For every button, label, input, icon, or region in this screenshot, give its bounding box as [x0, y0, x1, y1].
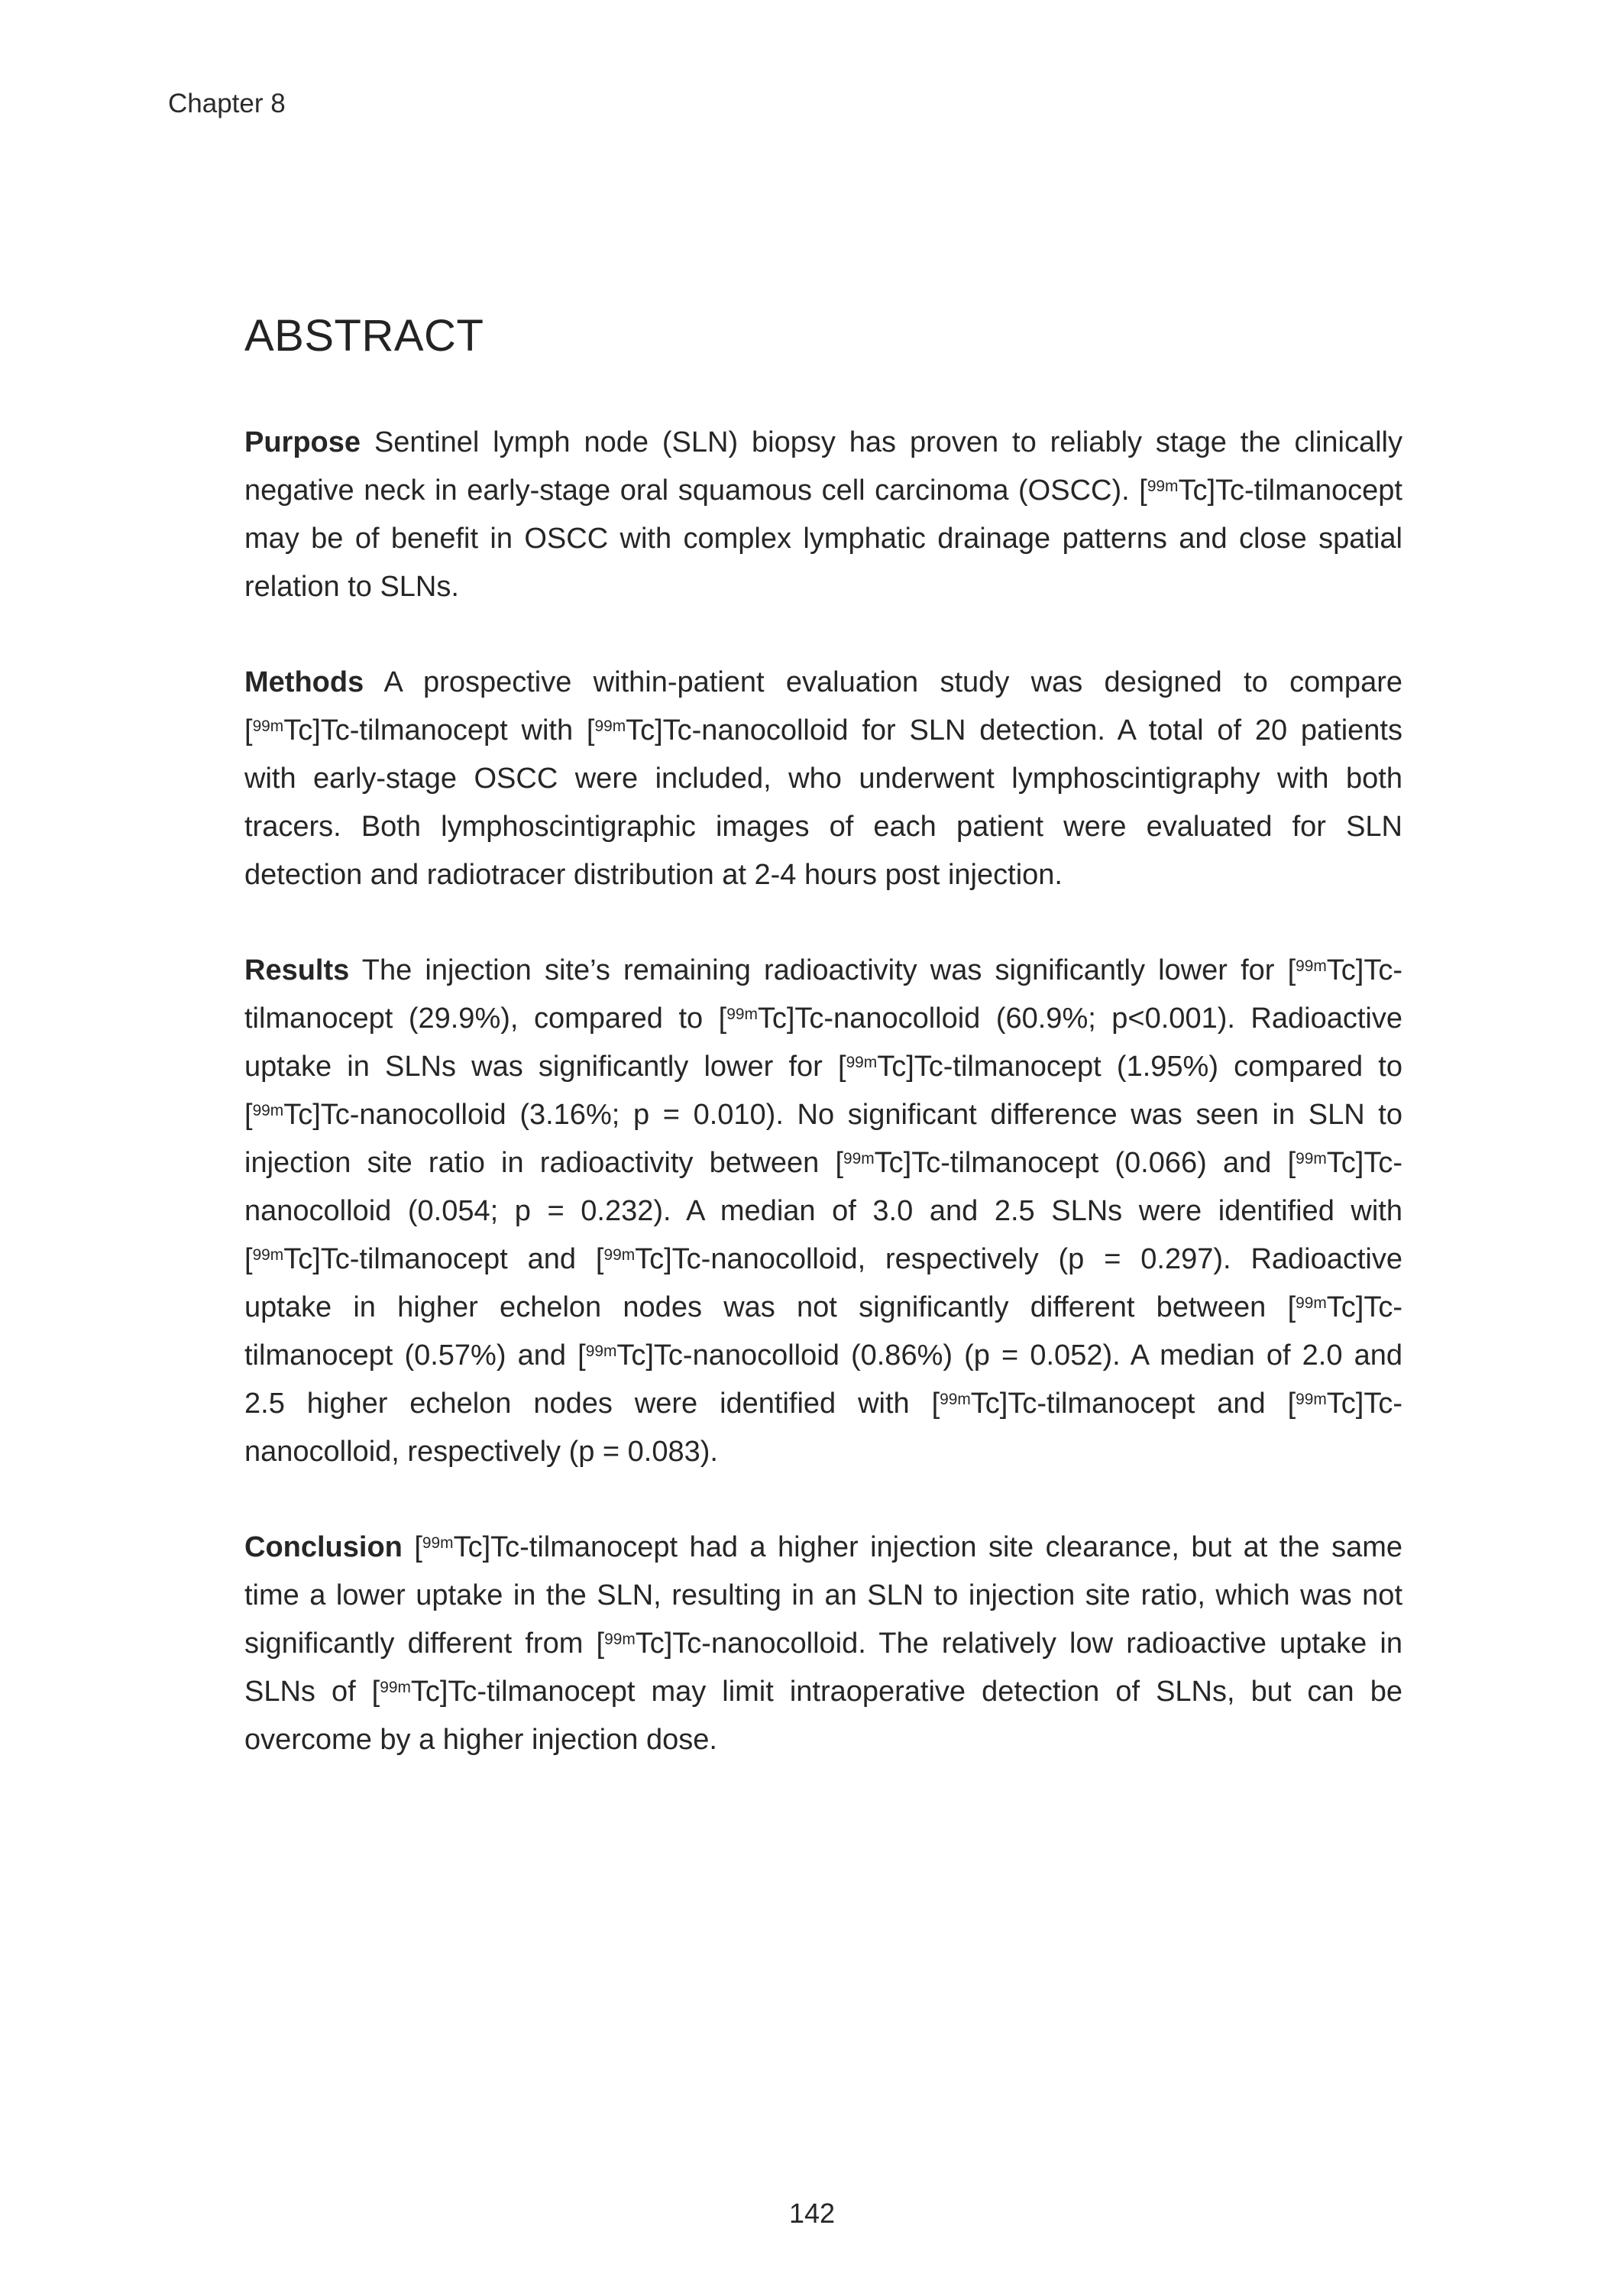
- isotope-superscript: 99m: [726, 1005, 758, 1023]
- isotope-superscript: 99m: [422, 1534, 454, 1552]
- text-segment: Tc]Tc-nanocolloid, respectively (p = 0.083).: [244, 1388, 1402, 1468]
- isotope-superscript: 99m: [843, 1149, 875, 1168]
- isotope-superscript: 99m: [604, 1630, 636, 1648]
- abstract-paragraph: [244, 419, 1402, 611]
- isotope-superscript: 99m: [252, 717, 284, 735]
- text-segment: Tc]Tc-tilmanocept (0.57%) and [: [244, 1291, 1402, 1372]
- isotope-superscript: 99m: [846, 1053, 878, 1071]
- text-segment: Tc]Tc-tilmanocept had a higher injection site clearance, but at the same time a lower uptake in the SLN, resulting in an SLN to injection site ratio, which was not significantly different from [: [244, 1531, 1403, 1660]
- text-segment: Tc]Tc-tilmanocept and [: [970, 1388, 1296, 1420]
- isotope-superscript: 99m: [603, 1245, 636, 1264]
- isotope-superscript: 99m: [1296, 1149, 1327, 1168]
- isotope-superscript: 99m: [252, 1101, 284, 1119]
- text-segment: Tc]Tc-tilmanocept and [: [283, 1243, 604, 1275]
- text-segment: Sentinel lymph node (SLN) biopsy has proven to reliably stage the clinically negative neck in early-stage oral squamous cell carcinoma (OSCC). [: [244, 426, 1402, 507]
- abstract-paragraphs: [244, 419, 1402, 1812]
- page-title: ABSTRACT: [244, 311, 484, 361]
- text-segment: Tc]Tc-nanocolloid. The relatively low radioactive uptake in SLNs of [: [244, 1627, 1402, 1708]
- abstract-paragraph: [244, 1524, 1402, 1764]
- abstract-paragraph: [244, 947, 1402, 1476]
- text-segment: Tc]Tc-tilmanocept (1.95%) compared to [: [244, 1051, 1403, 1131]
- isotope-superscript: 99m: [1296, 1390, 1327, 1408]
- isotope-superscript: 99m: [940, 1390, 971, 1408]
- isotope-superscript: 99m: [1147, 477, 1179, 495]
- text-segment: [: [402, 1531, 422, 1563]
- isotope-superscript: 99m: [585, 1342, 617, 1360]
- page-number: 142: [788, 2197, 836, 2229]
- text-segment: Tc]Tc-tilmanocept may limit intraoperative detection of SLNs, but can be overcome by a higher injection dose.: [244, 1676, 1402, 1756]
- section-label: Methods: [244, 666, 364, 698]
- section-label: Conclusion: [244, 1531, 403, 1563]
- text-segment: Tc]Tc-tilmanocept (0.066) and [: [874, 1147, 1296, 1179]
- text-segment: Tc]Tc-tilmanocept (29.9%), compared to [: [244, 954, 1402, 1035]
- chapter-header: Chapter 8: [168, 89, 286, 118]
- isotope-superscript: 99m: [252, 1245, 284, 1264]
- text-segment: Tc]Tc-tilmanocept with [: [283, 714, 595, 747]
- section-label: Purpose: [244, 426, 361, 458]
- text-segment: Tc]Tc-nanocolloid (3.16%; p = 0.010). No significant difference was seen in SLN to injection site ratio in radioactivity between [: [244, 1099, 1402, 1179]
- isotope-superscript: 99m: [594, 717, 626, 735]
- abstract-paragraph: [244, 659, 1402, 899]
- text-segment: Tc]Tc-nanocolloid, respectively (p = 0.297). Radioactive uptake in higher echelon nodes was not significantly different between [: [244, 1243, 1403, 1323]
- isotope-superscript: 99m: [1296, 1294, 1327, 1312]
- text-segment: The injection site’s remaining radioactivity was significantly lower for [: [349, 954, 1296, 986]
- section-label: Results: [244, 954, 350, 986]
- isotope-superscript: 99m: [1296, 957, 1327, 975]
- text-segment: Tc]Tc-nanocolloid for SLN detection. A total of 20 patients with early-stage OSCC were included, who underwent lymphoscintigraphy with both tracers. Both lymphoscintigraphic images of each patient were evaluated for SLN detection and radiotracer distribution at 2-4 hours post injection.: [244, 714, 1402, 891]
- text-segment: Tc]Tc-nanocolloid (0.86%) (p = 0.052). A median of 2.0 and 2.5 higher echelon nodes were identified with [: [244, 1339, 1402, 1420]
- text-segment: Tc]Tc-tilmanocept may be of benefit in OSCC with complex lymphatic drainage patterns and close spatial relation to SLNs.: [244, 474, 1402, 603]
- isotope-superscript: 99m: [380, 1678, 411, 1696]
- text-segment: A prospective within-patient evaluation study was designed to compare [: [244, 666, 1402, 747]
- text-segment: Tc]Tc-nanocolloid (60.9%; p<0.001). Radioactive uptake in SLNs was significantly lower for [: [244, 1002, 1402, 1083]
- text-segment: Tc]Tc-nanocolloid (0.054; p = 0.232). A median of 3.0 and 2.5 SLNs were identified with [: [244, 1147, 1402, 1275]
